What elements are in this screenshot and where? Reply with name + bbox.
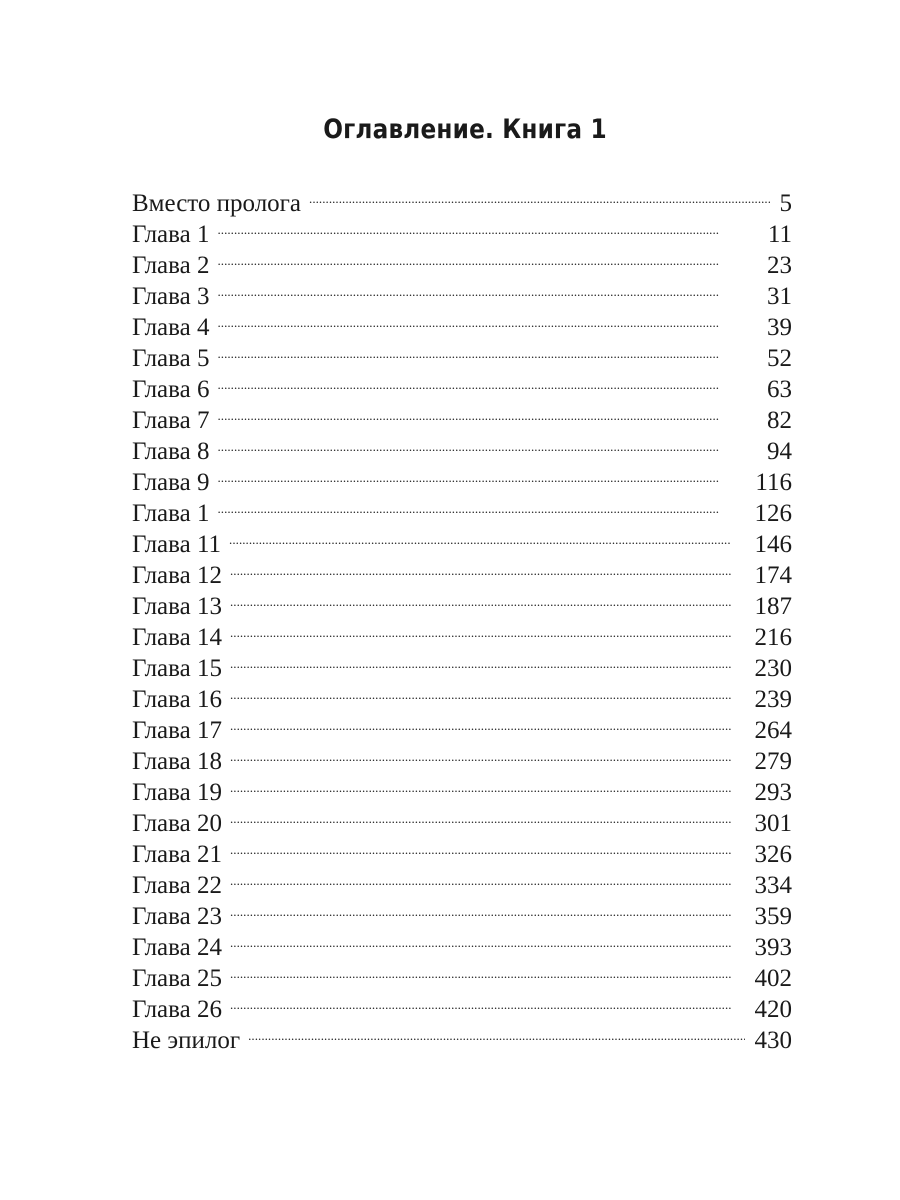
toc-entry-page-number: 187 [754, 593, 792, 620]
toc-entry-page-number: 279 [754, 748, 792, 775]
toc-entry [132, 211, 792, 248]
toc-entry-page-number: 31 [767, 283, 792, 310]
dot-leader [230, 707, 745, 738]
dot-leader [230, 645, 745, 676]
dot-leader [217, 242, 757, 273]
dot-leader [248, 1017, 744, 1048]
toc-entry-label: Глава 11 [132, 531, 222, 558]
toc-entry-label: Глава 5 [132, 345, 210, 372]
toc-entry [132, 614, 792, 651]
toc-entry-page-number: 230 [754, 655, 792, 682]
toc-title: Оглавление. Книга 1 [323, 114, 607, 145]
toc-entry [132, 335, 792, 372]
toc-entry-page-number: 326 [754, 841, 792, 868]
toc-entry [132, 769, 792, 806]
toc-entry-page-number: 359 [754, 903, 792, 930]
toc-entry-label: Глава 20 [132, 810, 222, 837]
toc-entry [132, 862, 792, 899]
toc-entry-label: Глава 19 [132, 779, 222, 806]
toc-entry [132, 645, 792, 682]
toc-entry-label: Глава 22 [132, 872, 222, 899]
toc-entry [132, 552, 792, 589]
toc-entry-label: Глава 8 [132, 438, 210, 465]
dot-leader [309, 180, 769, 211]
toc-entry [132, 304, 792, 341]
toc-entry-label: Не эпилог [132, 1027, 241, 1054]
dot-leader [230, 800, 745, 831]
toc-entry-label: Глава 21 [132, 841, 222, 868]
dot-leader [217, 335, 757, 366]
toc-entry [132, 583, 792, 620]
toc-entry-label: Глава 14 [132, 624, 222, 651]
dot-leader [217, 397, 757, 428]
dot-leader [230, 986, 745, 1017]
toc-entry [132, 490, 792, 527]
toc-entry-label: Глава 9 [132, 469, 210, 496]
toc-entry-page-number: 39 [767, 314, 792, 341]
toc-entry-page-number: 216 [754, 624, 792, 651]
toc-entry [132, 924, 792, 961]
dot-leader [217, 490, 744, 521]
toc-entry-label: Глава 7 [132, 407, 210, 434]
toc-entry [132, 459, 792, 496]
toc-entry-page-number: 393 [754, 934, 792, 961]
toc-entry-label: Глава 26 [132, 996, 222, 1023]
dot-leader [230, 769, 745, 800]
dot-leader [230, 614, 745, 645]
toc-entry-label: Глава 3 [132, 283, 210, 310]
toc-entry [132, 955, 792, 992]
toc-entry [132, 521, 792, 558]
toc-entry-label: Вместо пролога [132, 190, 302, 217]
toc-entry-page-number: 11 [767, 221, 792, 248]
toc-entry-page-number: 126 [754, 500, 792, 527]
toc-entry [132, 676, 792, 713]
toc-entry [132, 180, 792, 217]
dot-leader [230, 893, 745, 924]
toc-entry-page-number: 334 [754, 872, 792, 899]
dot-leader [230, 955, 745, 986]
toc-entry-label: Глава 24 [132, 934, 222, 961]
toc-entry-page-number: 239 [754, 686, 792, 713]
toc-entry-page-number: 5 [779, 190, 792, 217]
toc-entry-label: Глава 2 [132, 252, 210, 279]
toc-entry [132, 986, 792, 1023]
table-of-contents [132, 180, 792, 1054]
toc-entry-page-number: 420 [754, 996, 792, 1023]
toc-entry-label: Глава 25 [132, 965, 222, 992]
toc-entry-label: Глава 12 [132, 562, 222, 589]
dot-leader [230, 831, 745, 862]
toc-entry [132, 397, 792, 434]
dot-leader [217, 273, 757, 304]
toc-entry [132, 273, 792, 310]
toc-entry-page-number: 52 [767, 345, 792, 372]
toc-entry-label: Глава 4 [132, 314, 210, 341]
toc-entry-label: Глава 18 [132, 748, 222, 775]
toc-entry [132, 738, 792, 775]
dot-leader [217, 366, 757, 397]
toc-entry [132, 800, 792, 837]
dot-leader [230, 676, 745, 707]
toc-entry-label: Глава 17 [132, 717, 222, 744]
dot-leader [230, 924, 745, 955]
toc-entry-page-number: 82 [767, 407, 792, 434]
toc-entry-label: Глава 23 [132, 903, 222, 930]
toc-entry [132, 707, 792, 744]
toc-entry [132, 428, 792, 465]
dot-leader [229, 521, 744, 552]
toc-entry [132, 1017, 792, 1054]
toc-entry-label: Глава 16 [132, 686, 222, 713]
dot-leader [217, 211, 757, 242]
toc-entry [132, 893, 792, 930]
toc-entry-label: Глава 1 [132, 500, 210, 527]
toc-entry-page-number: 94 [767, 438, 792, 465]
toc-entry-label: Глава 6 [132, 376, 210, 403]
toc-entry-page-number: 301 [754, 810, 792, 837]
toc-entry-page-number: 264 [754, 717, 792, 744]
toc-entry-label: Глава 13 [132, 593, 222, 620]
dot-leader [230, 552, 745, 583]
dot-leader [230, 738, 745, 769]
toc-entry-page-number: 430 [754, 1027, 792, 1054]
toc-entry-page-number: 174 [754, 562, 792, 589]
dot-leader [217, 428, 757, 459]
dot-leader [230, 583, 745, 614]
dot-leader [230, 862, 745, 893]
toc-entry-page-number: 293 [754, 779, 792, 806]
toc-entry [132, 831, 792, 868]
toc-entry-page-number: 63 [767, 376, 792, 403]
toc-entry-page-number: 146 [754, 531, 792, 558]
dot-leader [217, 459, 745, 490]
toc-entry-label: Глава 1 [132, 221, 210, 248]
dot-leader [217, 304, 757, 335]
toc-entry [132, 242, 792, 279]
toc-entry [132, 366, 792, 403]
toc-entry-page-number: 116 [755, 469, 792, 496]
toc-entry-page-number: 23 [767, 252, 792, 279]
toc-entry-page-number: 402 [754, 965, 792, 992]
toc-entry-label: Глава 15 [132, 655, 222, 682]
